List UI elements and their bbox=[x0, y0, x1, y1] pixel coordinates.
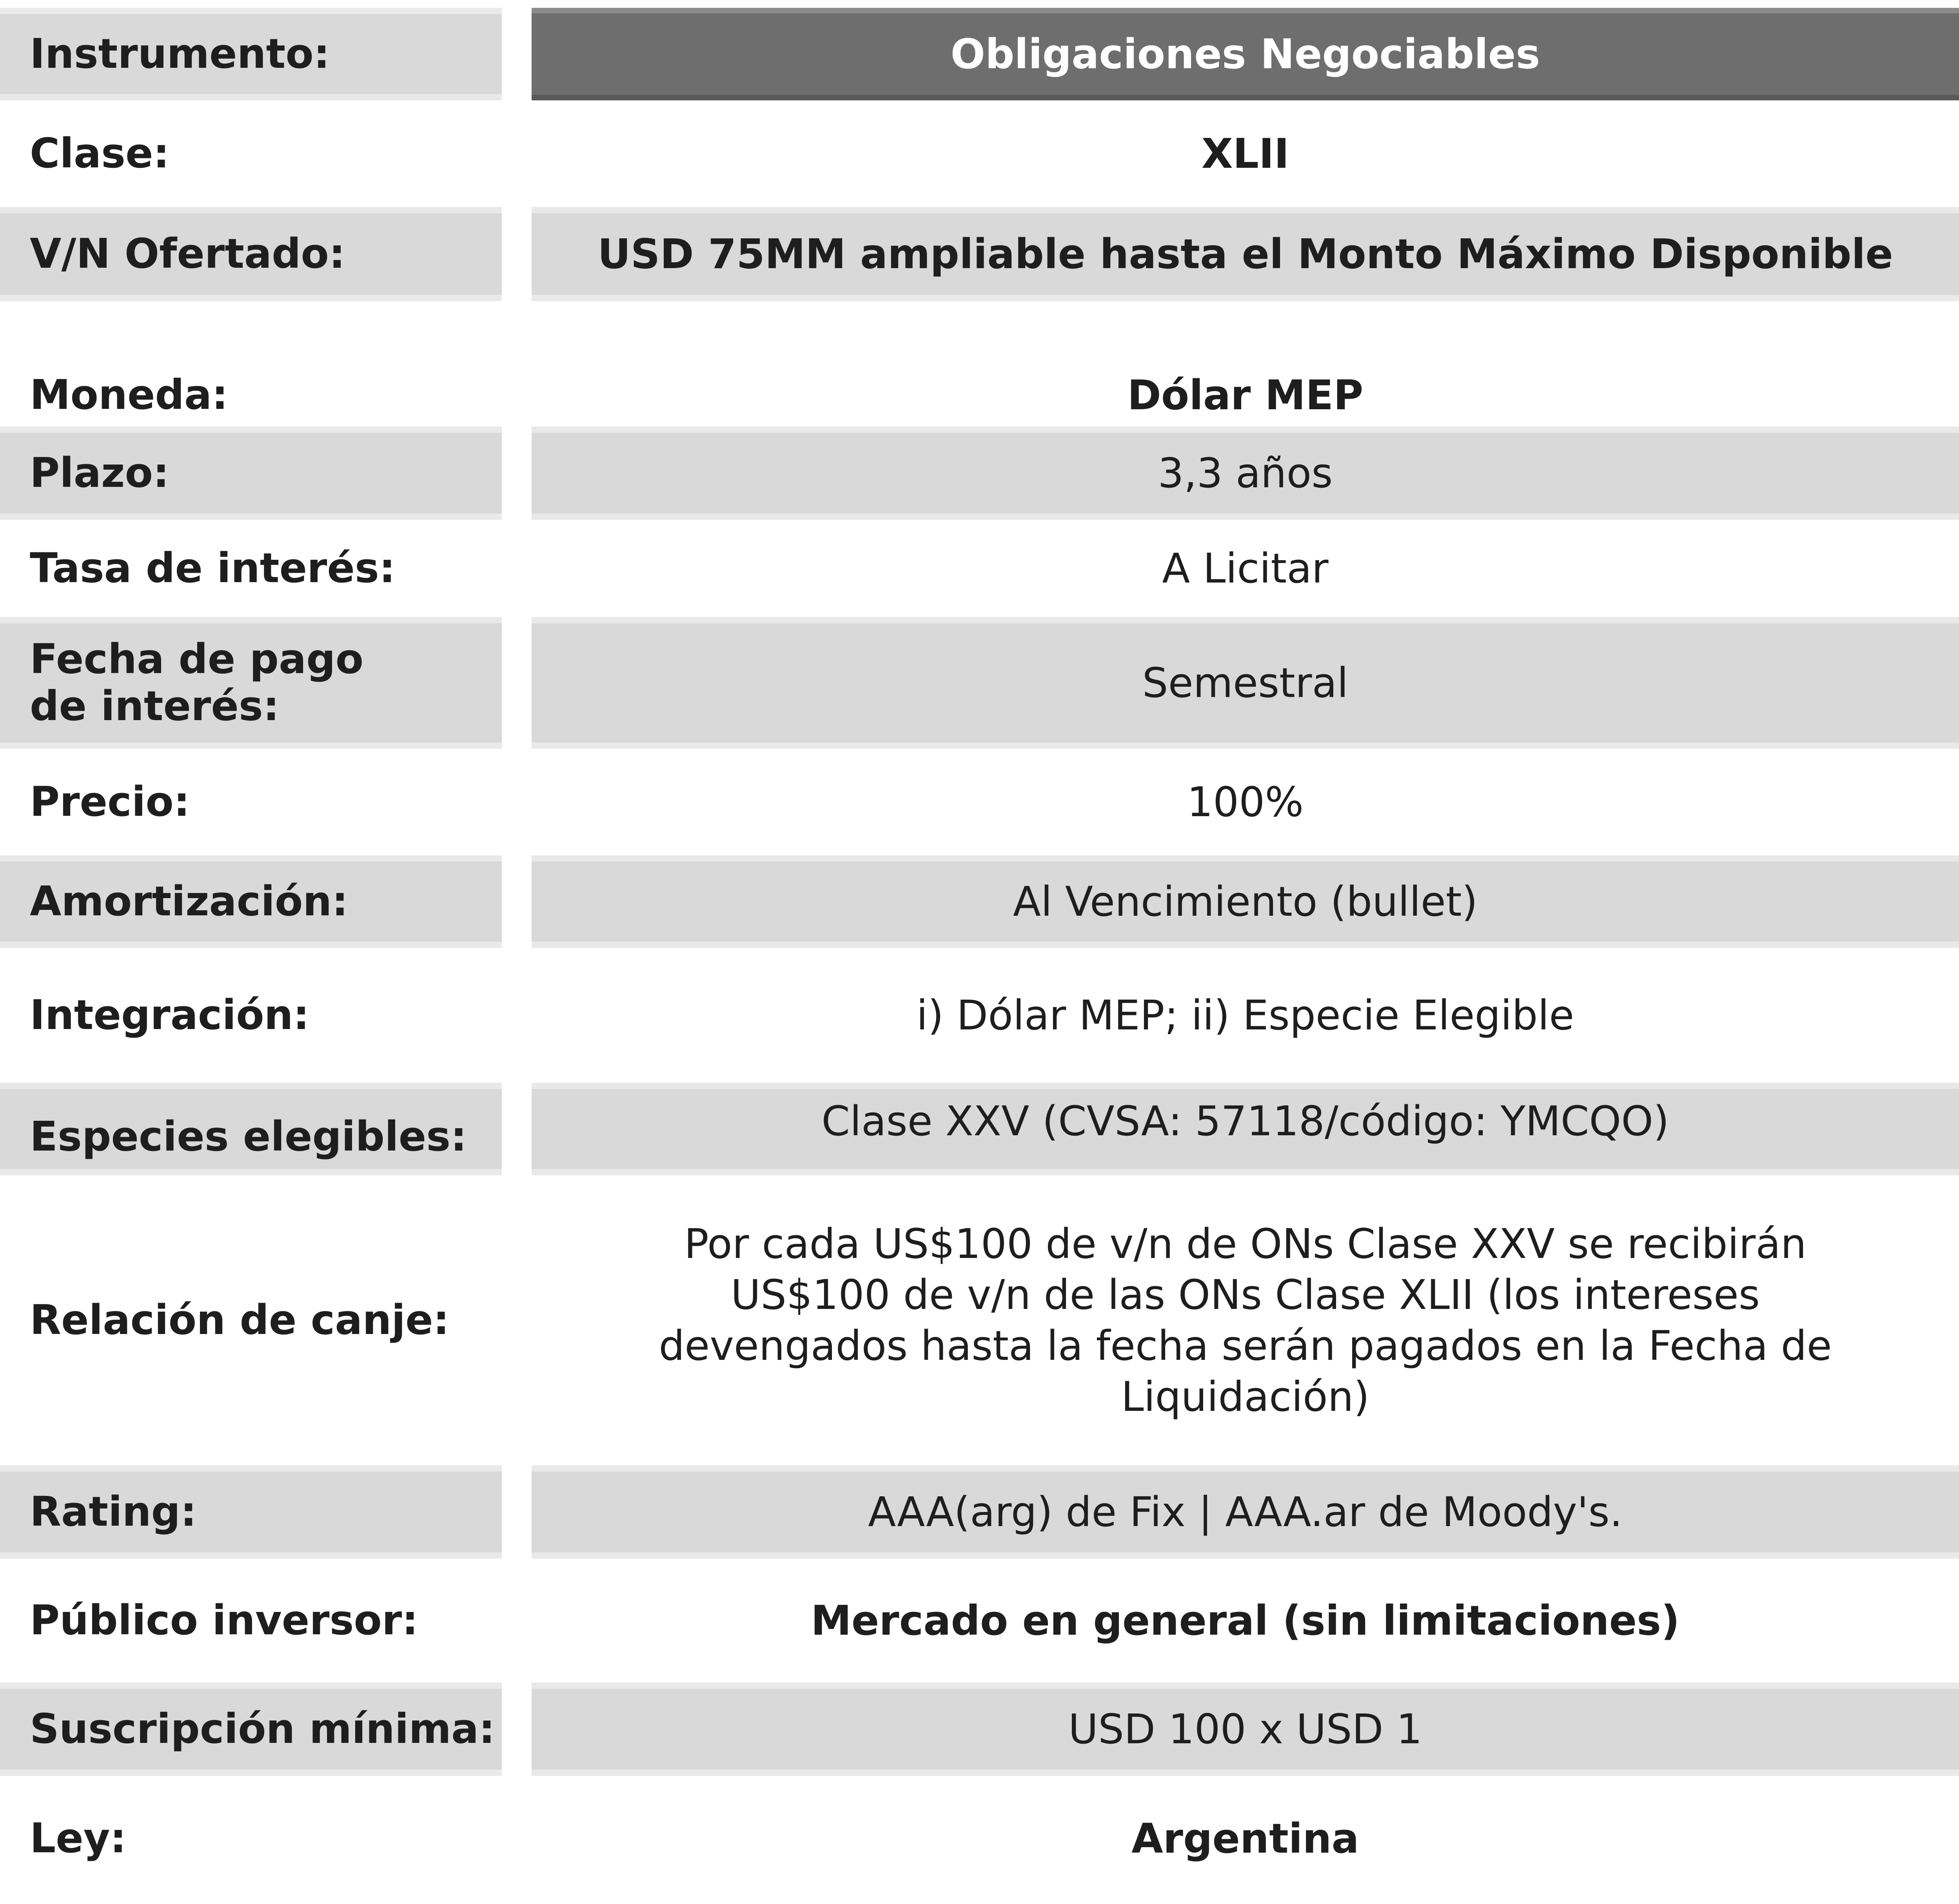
row-value: 100% bbox=[1187, 778, 1304, 826]
row-label: Amortización: bbox=[0, 855, 502, 948]
table-row-canje bbox=[0, 1175, 1959, 1465]
row-label: Instrumento: bbox=[0, 8, 502, 100]
table-row-ley bbox=[0, 1776, 1959, 1901]
row-value: Mercado en general (sin limitaciones) bbox=[811, 1597, 1680, 1644]
row-value: Obligaciones Negociables bbox=[532, 8, 1959, 100]
row-label: Suscripción mínima: bbox=[0, 1683, 502, 1776]
table-row-moneda bbox=[0, 301, 1959, 427]
row-label: Integración: bbox=[30, 991, 310, 1039]
table-row-publico bbox=[0, 1559, 1959, 1683]
row-value: AAA(arg) de Fix | AAA.ar de Moody's. bbox=[532, 1465, 1959, 1559]
table-row-instrumento bbox=[0, 8, 1959, 100]
row-value: USD 75MM ampliable hasta el Monto Máximo Disponible bbox=[532, 207, 1959, 301]
row-value: USD 100 x USD 1 bbox=[532, 1683, 1959, 1776]
row-label: V/N Ofertado: bbox=[0, 207, 502, 301]
table-row-especies bbox=[0, 1083, 1959, 1175]
row-value: Semestral bbox=[532, 617, 1959, 749]
table-row-fecha-pago bbox=[0, 617, 1959, 749]
row-label: Ley: bbox=[30, 1814, 127, 1862]
row-value: A Licitar bbox=[1162, 545, 1329, 592]
row-label: Especies elegibles: bbox=[0, 1083, 502, 1175]
row-value: Argentina bbox=[1131, 1815, 1359, 1862]
table-row-clase bbox=[0, 100, 1959, 207]
row-value: 3,3 años bbox=[532, 427, 1959, 520]
row-label: Moneda: bbox=[30, 371, 228, 419]
row-value: Por cada US$100 de v/n de ONs Clase XXV se recibirán US$100 de v/n de las ONs Clase XLII (los intereses devengados hasta la fecha serán pagados en la Fecha de Liquidación) bbox=[659, 1220, 1832, 1421]
row-label: Relación de canje: bbox=[30, 1296, 450, 1344]
row-value: XLII bbox=[1201, 130, 1289, 178]
row-label: Fecha de pago de interés: bbox=[0, 617, 502, 749]
table-row-plazo bbox=[0, 427, 1959, 520]
row-label: Plazo: bbox=[0, 427, 502, 520]
table-row-rating bbox=[0, 1465, 1959, 1559]
row-label: Precio: bbox=[30, 778, 190, 826]
row-value: Al Vencimiento (bullet) bbox=[532, 855, 1959, 948]
table-row-integracion bbox=[0, 948, 1959, 1083]
row-label: Público inversor: bbox=[30, 1596, 418, 1644]
table-row-precio bbox=[0, 749, 1959, 855]
row-value: i) Dólar MEP; ii) Especie Elegible bbox=[916, 991, 1574, 1039]
table-row-vn-ofertado bbox=[0, 207, 1959, 301]
row-label: Rating: bbox=[0, 1465, 502, 1559]
row-value: Clase XXV (CVSA: 57118/código: YMCQO) bbox=[532, 1083, 1959, 1175]
row-value: Dólar MEP bbox=[1127, 371, 1363, 419]
row-label: Tasa de interés: bbox=[30, 544, 396, 592]
table-row-amortizacion bbox=[0, 855, 1959, 948]
row-label: Clase: bbox=[30, 129, 170, 178]
table-row-suscripcion bbox=[0, 1683, 1959, 1776]
table-row-tasa bbox=[0, 520, 1959, 617]
